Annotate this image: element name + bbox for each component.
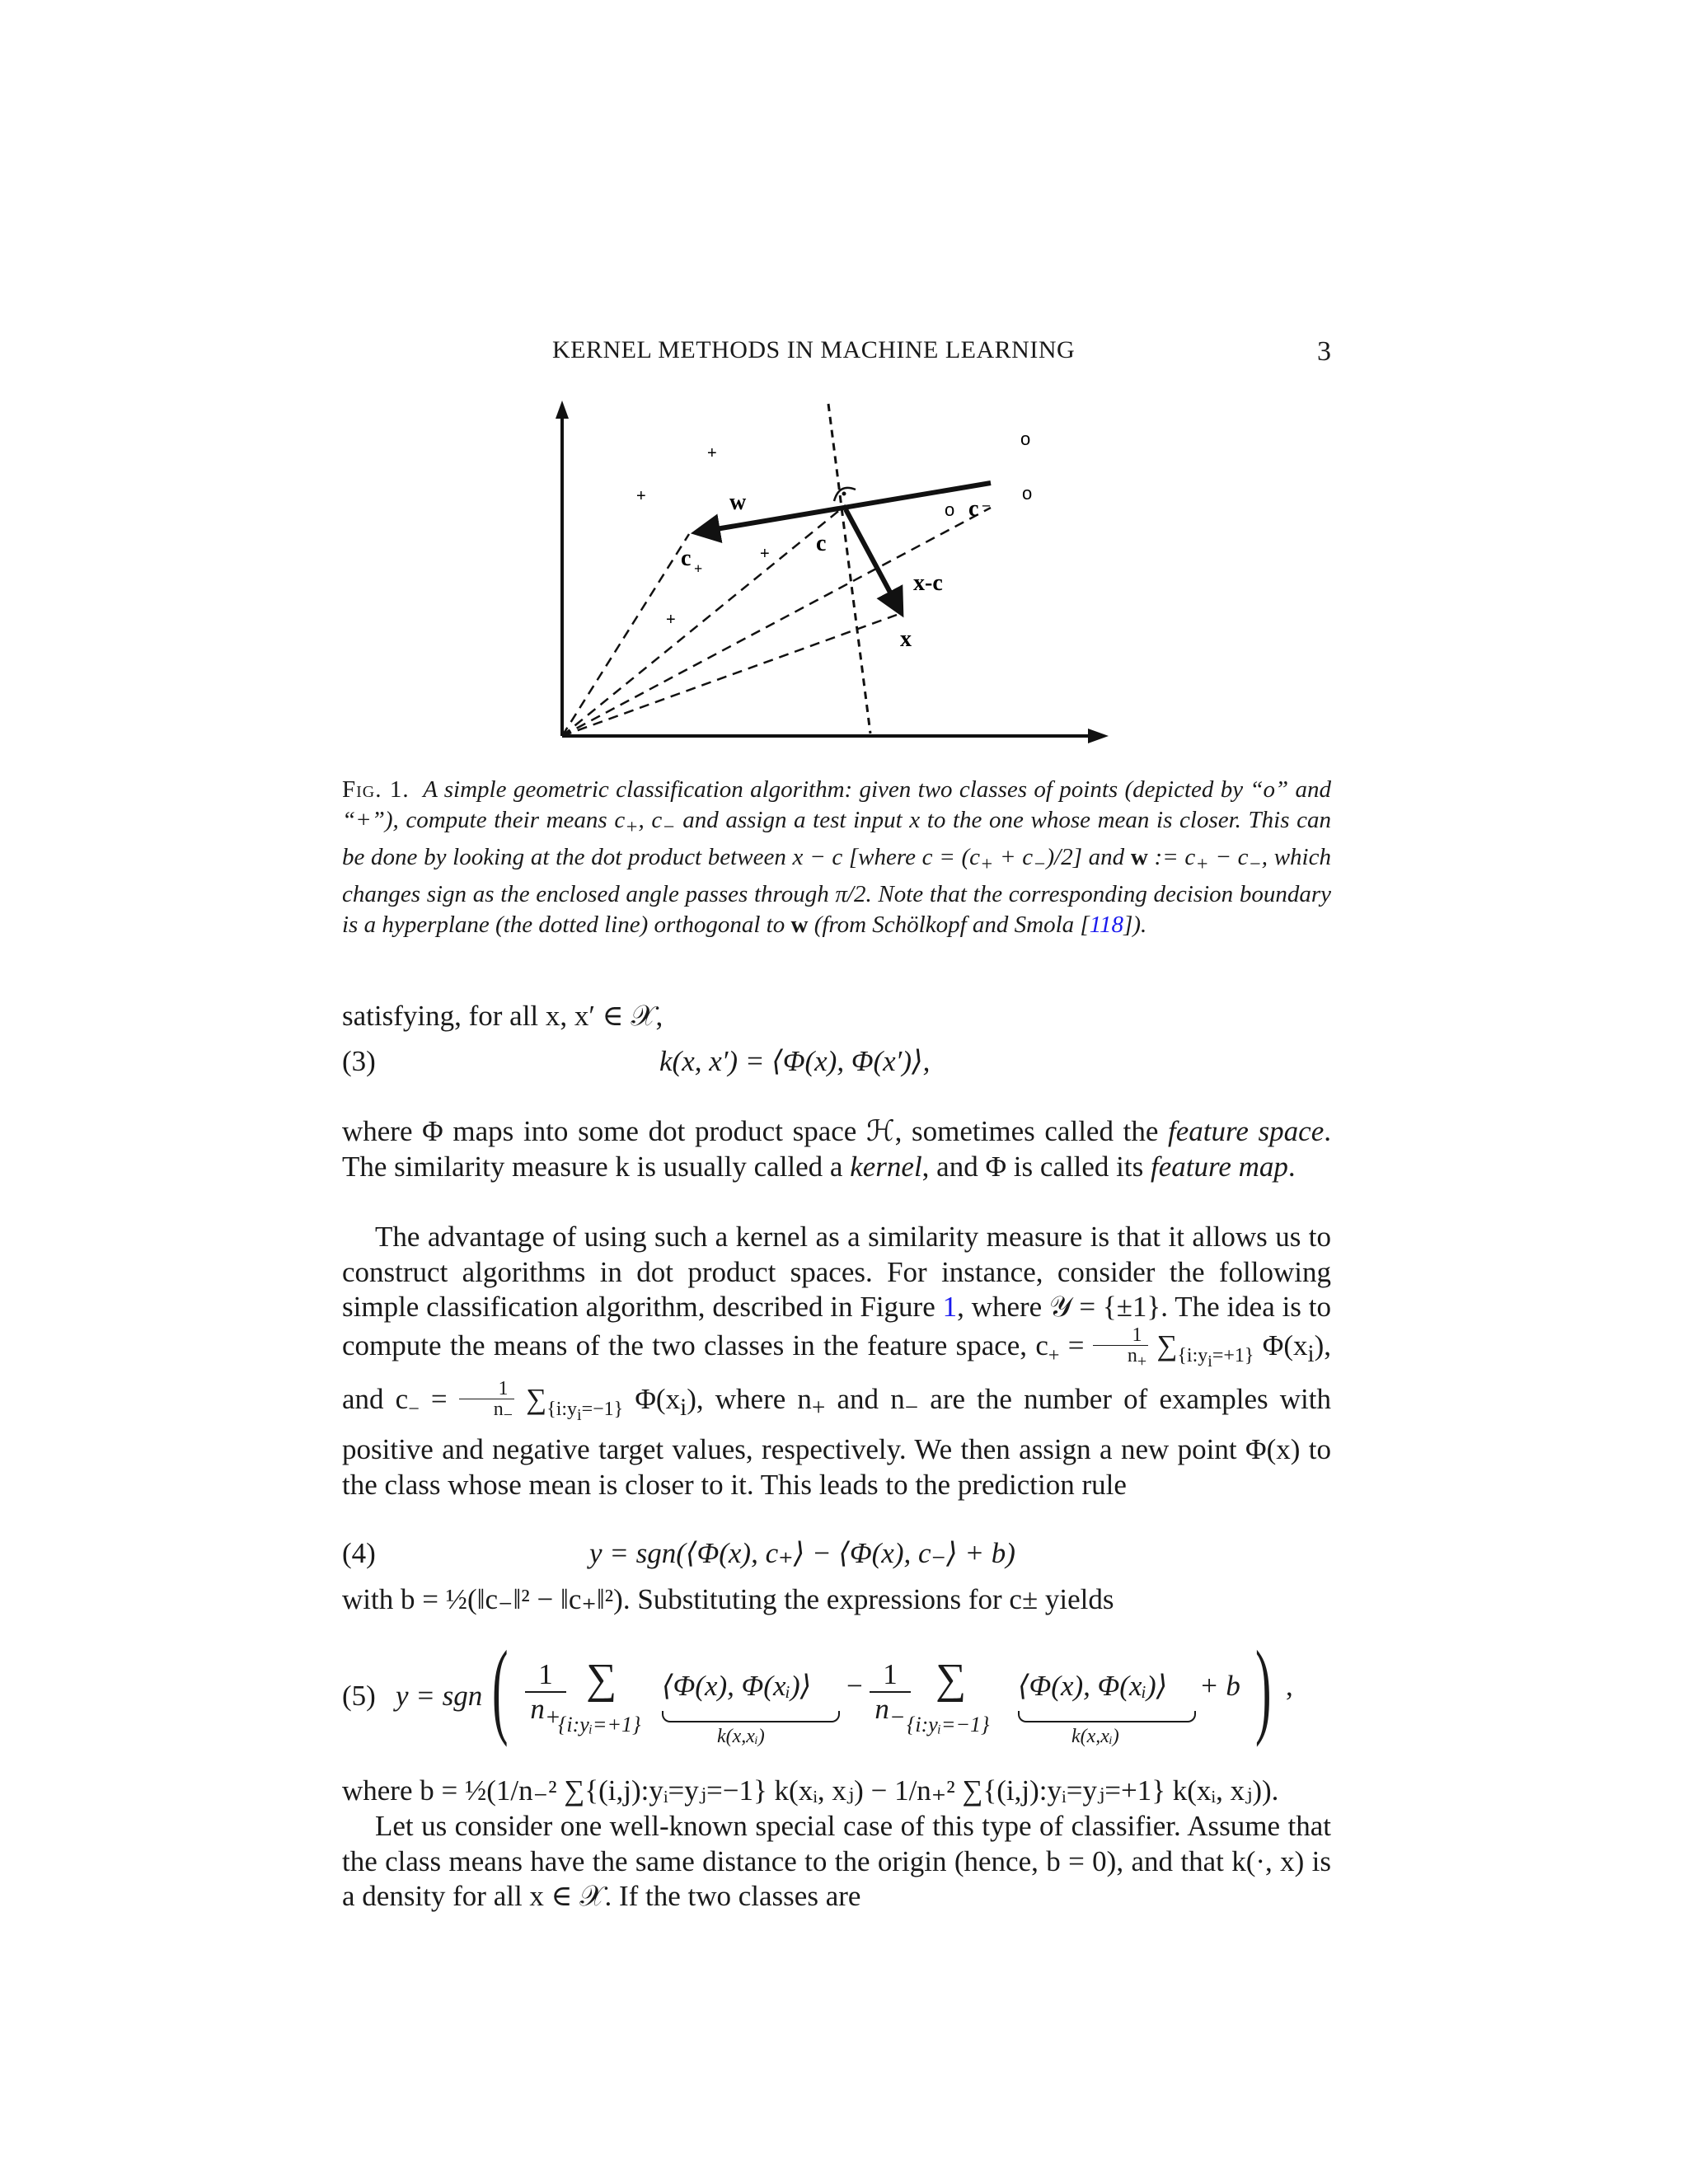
label-c-minus: c <box>968 496 979 522</box>
text-span: = <box>1059 1329 1093 1361</box>
caption-text: (from Schölkopf and Smola [ <box>808 911 1090 938</box>
sum-subscript: {i:yᵢ=+1} <box>558 1713 641 1736</box>
text-span: , and Φ is called its <box>921 1150 1151 1183</box>
label-c-minus-sub: – <box>982 496 990 513</box>
text-span: , where 𝒴 = {±1}. The idea is to compute the means of the two classes in the feature space, c <box>342 1291 1331 1361</box>
text-span: . <box>1287 1150 1296 1183</box>
sum-symbol: ∑ <box>526 1383 547 1416</box>
caption-text: := c <box>1147 843 1196 870</box>
fraction-1-over-n-plus: 1 $n_+$ <box>525 1658 566 1732</box>
sum-subscript: {i:y <box>1177 1344 1208 1366</box>
equation-number: (3) <box>342 1045 376 1077</box>
text-span: are the number of examples with positive and negative target values, respectively. We then assign a new point Φ(x) to the class whose mean is closer to it. This leads to the prediction rule <box>342 1383 1331 1502</box>
sum-symbol: ∑ <box>935 1656 967 1703</box>
text-span: and n <box>825 1383 905 1416</box>
label-w: w <box>729 490 747 515</box>
text-span: ), and c <box>342 1329 1331 1416</box>
figure-label: Fig. 1. <box>342 776 410 803</box>
paragraph-with-b: with b = ½(‖c₋‖² − ‖c₊‖²). Substituting the expressions for c± yields <box>342 1583 1114 1615</box>
figure-1-link[interactable]: 1 <box>942 1291 958 1324</box>
text-span: = <box>419 1383 459 1416</box>
underbrace <box>1018 1711 1196 1722</box>
decision-boundary <box>828 404 870 733</box>
running-header <box>342 336 1331 373</box>
inner-product: ⟨Φ(x), Φ(xᵢ)⟩ <box>1018 1670 1168 1702</box>
left-paren: ( <box>492 1629 509 1748</box>
caption-text: A simple geometric classification algorithm: given two classes of points (depicted by “o” and “+”), compute their means c <box>342 776 1332 833</box>
label-x-minus-c: x-c <box>913 570 943 596</box>
equation-3 <box>342 1045 1331 1086</box>
circle-point: o <box>945 499 955 520</box>
figure-classification-diagram <box>544 394 1121 757</box>
dashed-origin-c-minus <box>562 508 991 736</box>
figure-caption: Fig. 1. A simple geometric classification algorithm: given two classes of points (depicted by “o” and “+”), compute their means $c_+$, $c_-$ and assign a test input x to the one whose mean is closer. This can be done by looking at the dot product between x − c [where $c = (c_+ + c_-)/2$] and w := $c_+ - c_-$, which changes sign as the enclosed angle passes through π/2. Note that the corresponding decision boundary is a hyperplane (the dotted line) orthogonal to w (from Schölkopf and Smola [118]). <box>342 776 1332 938</box>
equation-4 <box>342 1537 1331 1578</box>
paragraph-satisfying: satisfying, for all x, x′ ∈ 𝒳, <box>342 1000 663 1032</box>
sum-symbol: ∑ <box>1156 1329 1178 1361</box>
equation-body: y = sgn(⟨Φ(x), c₊⟩ − ⟨Φ(x), c₋⟩ + b) <box>589 1537 1015 1569</box>
sum-subscript: {i:yᵢ=−1} <box>907 1713 990 1736</box>
caption-text: , which changes sign as the enclosed angle passes through π/2. Note that the corresponding decision boundary is a hyperplane (the dotted line) orthogonal to <box>342 843 1331 938</box>
text-span: The advantage of using such a kernel as a similarity measure is that it allows us to construct algorithms in dot product spaces. For instance, consider the following simple classification algorithm, described in Figure <box>342 1221 1331 1324</box>
dashed-origin-c-plus <box>562 534 692 736</box>
circle-point: o <box>1020 429 1031 449</box>
paragraph-feature-map <box>342 1114 1331 1184</box>
text-span: . The similarity measure k is usually called a <box>342 1115 1331 1183</box>
label-c-plus: c <box>681 546 692 571</box>
inner-product: ⟨Φ(x), Φ(xᵢ)⟩ <box>662 1670 812 1702</box>
term-feature-map: feature map <box>1151 1150 1288 1183</box>
x-axis-arrowhead <box>1088 729 1109 743</box>
caption-text: and assign a test input x to the one whose mean is closer. This can be done by looking at the dot product between x − c [where c = (c <box>342 806 1331 870</box>
caption-text: , c <box>638 806 663 833</box>
caption-text: )/2] and <box>1046 843 1131 870</box>
label-c-plus-sub: + <box>694 560 703 577</box>
paragraph-advantage: The advantage of using such a kernel as a similarity measure is that it allows us to construct algorithms in dot product spaces. For instance, consider the following simple classification algorithm, described in Figure 1, where 𝒴 = {±1}. The idea is to compute the means of the two classes in the feature space, $c_+$ = $\frac{1}{n_+}$ $\sum_{\{i:y_i=+1\}}$ $\Phi(x_i)$, and $c_-$ = $\frac{1}{n_-}$ $\sum_{\{i:y_i=-1\}}$ $\Phi(x_i)$, where $n_+$ and $n_-$ are the number of examples with positive and negative target values, respectively. We then assign a new point Φ(x) to the class whose mean is closer to it. This leads to the prediction rule <box>342 1221 1331 1502</box>
caption-w-bold: w <box>1130 843 1148 870</box>
dashed-origin-c <box>562 505 846 736</box>
plus-b: + b <box>1199 1670 1240 1702</box>
dashed-origin-x <box>562 615 897 736</box>
paragraph-special-case: Let us consider one well-known special case of this type of classifier. Assume that the class means have the same distance to the origin (hence, b = 0), and that k(·, x) is a density for all x ∈ 𝒳. If the two classes are <box>342 1810 1331 1913</box>
caption-text: ]). <box>1123 911 1147 938</box>
term-feature-space: feature space <box>1168 1115 1325 1147</box>
right-angle-dot <box>842 492 846 496</box>
text-span: where n <box>715 1383 812 1416</box>
underbrace-label: k(x,xᵢ) <box>717 1726 765 1747</box>
underbrace-label: k(x,xᵢ) <box>1071 1726 1119 1747</box>
equation-body: k(x, x′) = ⟨Φ(x), Φ(x′)⟩, <box>659 1045 931 1077</box>
plus-point: + <box>666 611 676 629</box>
equation-5 <box>342 1629 1331 1764</box>
equation-lhs: y = sgn <box>396 1680 483 1712</box>
text-span: where Φ maps into some dot product space ℋ, sometimes called the <box>342 1115 1169 1147</box>
caption-w-bold: w <box>790 911 809 938</box>
plus-point: + <box>760 545 770 563</box>
page-number: 3 <box>1317 336 1331 367</box>
running-title: KERNEL METHODS IN MACHINE LEARNING <box>552 336 1076 363</box>
y-axis-arrowhead <box>556 401 569 419</box>
circle-point: o <box>1022 483 1033 504</box>
term-kernel: kernel <box>850 1150 922 1183</box>
fraction-1-over-n-minus: 1 $n_-$ <box>870 1658 911 1732</box>
plus-point: + <box>636 487 646 505</box>
fraction-1-over-n-plus: $\frac{1}{n_+}$ <box>1093 1325 1148 1371</box>
label-x: x <box>900 626 912 652</box>
underbrace <box>662 1711 840 1722</box>
paragraph-where-b: where b = ½(1/n₋² ∑{(i,j):yᵢ=yⱼ=−1} k(xᵢ, xⱼ) − 1/n₊² ∑{(i,j):yᵢ=yⱼ=+1} k(xᵢ, xⱼ)). <box>342 1774 1279 1807</box>
comma: , <box>1286 1670 1293 1702</box>
plus-point: + <box>707 444 717 462</box>
equation-number: (5) <box>342 1680 376 1712</box>
equation-number: (4) <box>342 1537 376 1569</box>
label-c: c <box>816 531 827 556</box>
x-minus-c-vector <box>846 509 901 612</box>
sum-symbol: ∑ <box>586 1656 617 1703</box>
caption-text: + c <box>993 843 1034 870</box>
text-span: Φ(x <box>1254 1329 1308 1361</box>
right-paren: ) <box>1255 1629 1272 1748</box>
citation-link-118[interactable]: 118 <box>1089 911 1124 938</box>
sum-subscript: {i:y <box>546 1399 578 1421</box>
text-span: Φ(x <box>623 1383 681 1416</box>
fraction-1-over-n-minus: $\frac{1}{n_-}$ <box>459 1379 514 1425</box>
caption-text: − c <box>1208 843 1249 870</box>
minus-sign: − <box>846 1670 863 1702</box>
